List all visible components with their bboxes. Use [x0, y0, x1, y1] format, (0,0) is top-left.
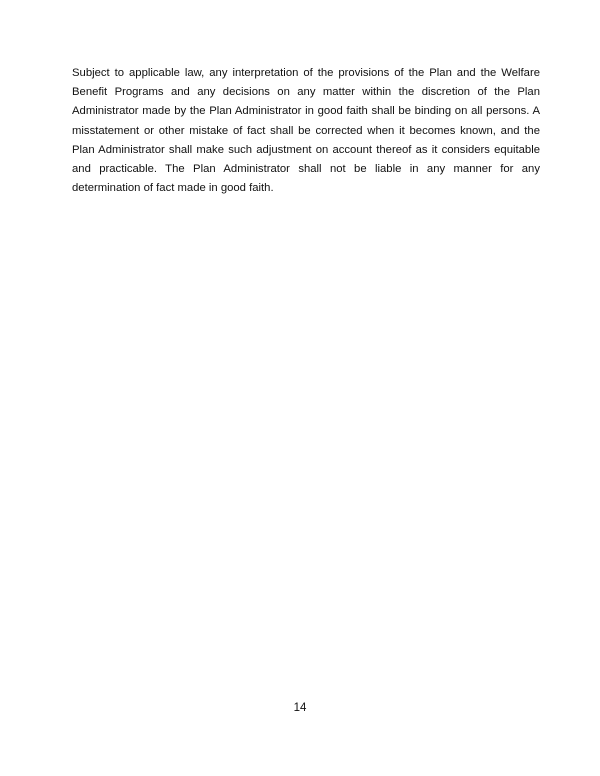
body-paragraph: Subject to applicable law, any interpretation of the provisions of the Plan and the Welfare Benefit Programs and any decisions on any matter within the discretion of the Plan Administrator made by the Plan Administrator in good faith shall be binding on all persons. A misstatement or other mistake of fact shall be corrected when it becomes known, and the Plan Administrator shall make such adjustment on account thereof as it considers equitable and practicable. The Plan Administrator shall not be liable in any manner for any determination of fact made in good faith.: [72, 67, 540, 195]
page-number: 14: [293, 702, 307, 714]
